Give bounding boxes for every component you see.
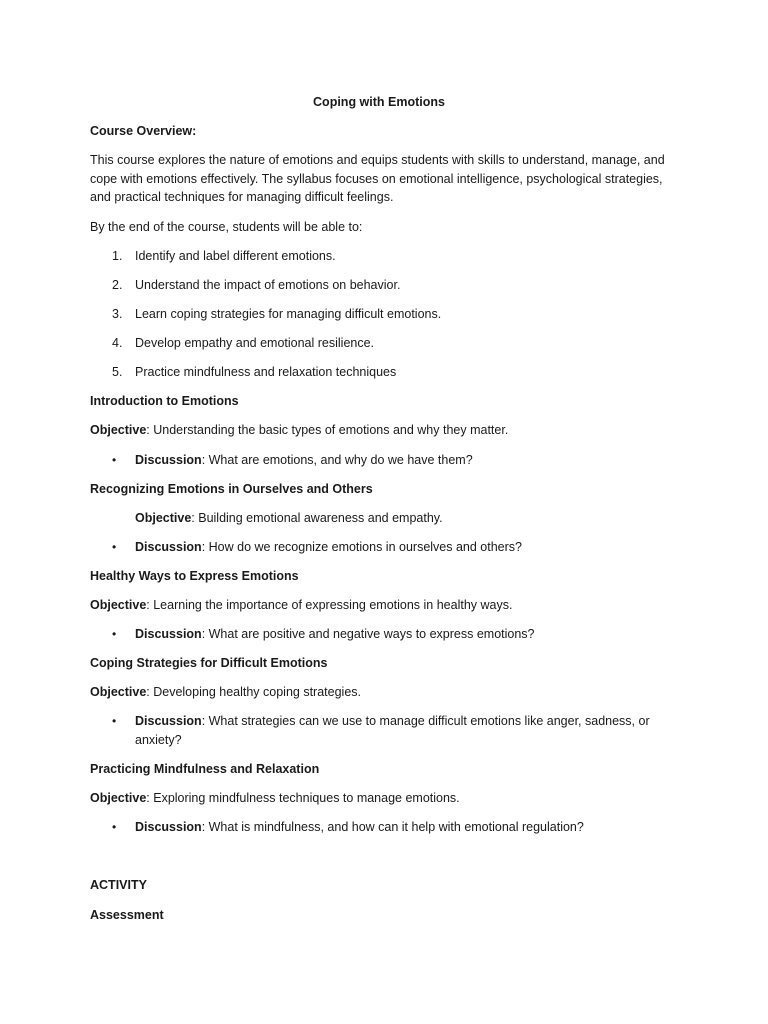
section-discussion-continued: anxiety? bbox=[135, 733, 182, 747]
discussion-text: : How do we recognize emotions in ourselves and others? bbox=[201, 540, 522, 554]
section-discussion bbox=[135, 713, 650, 731]
objective-text: : Learning the importance of expressing emotions in healthy ways. bbox=[146, 598, 513, 612]
overview-paragraph-line: and practical techniques for managing difficult feelings. bbox=[90, 190, 394, 204]
discussion-label: Discussion bbox=[135, 627, 202, 641]
section-discussion bbox=[135, 452, 473, 470]
section-heading: Coping Strategies for Difficult Emotions bbox=[90, 656, 328, 670]
objective-label: Objective bbox=[90, 423, 147, 437]
objective-text: : Exploring mindfulness techniques to manage emotions. bbox=[146, 791, 460, 805]
section-heading: Introduction to Emotions bbox=[90, 394, 239, 408]
bullet-icon: • bbox=[112, 714, 117, 728]
list-number: 2. bbox=[112, 278, 123, 292]
discussion-text: : What strategies can we use to manage difficult emotions like anger, sadness, or bbox=[201, 714, 650, 728]
section-objective bbox=[90, 790, 460, 808]
section-heading: Healthy Ways to Express Emotions bbox=[90, 569, 299, 583]
list-item-text: Identify and label different emotions. bbox=[135, 249, 336, 263]
bullet-icon: • bbox=[112, 627, 117, 641]
section-objective bbox=[90, 684, 361, 702]
bullet-icon: • bbox=[112, 540, 117, 554]
bullet-icon: • bbox=[112, 820, 117, 834]
discussion-label: Discussion bbox=[135, 540, 202, 554]
objective-text: : Understanding the basic types of emotions and why they matter. bbox=[146, 423, 509, 437]
list-item-text: Understand the impact of emotions on behavior. bbox=[135, 278, 401, 292]
list-item-text: Develop empathy and emotional resilience. bbox=[135, 336, 375, 350]
list-item-text: Learn coping strategies for managing difficult emotions. bbox=[135, 307, 442, 321]
overview-paragraph-line: cope with emotions effectively. The syllabus focuses on emotional intelligence, psychological strategies, bbox=[90, 172, 663, 186]
activity-heading: ACTIVITY bbox=[90, 878, 147, 892]
objective-label: Objective bbox=[90, 791, 147, 805]
discussion-text: : What are positive and negative ways to express emotions? bbox=[201, 627, 535, 641]
section-objective bbox=[135, 510, 443, 528]
objective-label: Objective bbox=[90, 598, 147, 612]
discussion-text: : What is mindfulness, and how can it help with emotional regulation? bbox=[201, 820, 584, 834]
objective-label: Objective bbox=[90, 685, 147, 699]
list-item-text: Practice mindfulness and relaxation techniques bbox=[135, 365, 397, 379]
discussion-text: : What are emotions, and why do we have them? bbox=[201, 453, 473, 467]
list-number: 3. bbox=[112, 307, 123, 321]
section-discussion bbox=[135, 819, 584, 837]
bullet-icon: • bbox=[112, 453, 117, 467]
document-title: Coping with Emotions bbox=[313, 95, 445, 109]
section-objective bbox=[90, 422, 508, 440]
section-heading: Practicing Mindfulness and Relaxation bbox=[90, 762, 320, 776]
objective-label: Objective bbox=[135, 511, 192, 525]
section-heading: Recognizing Emotions in Ourselves and Others bbox=[90, 482, 373, 496]
objective-text: : Building emotional awareness and empathy. bbox=[191, 511, 443, 525]
section-objective bbox=[90, 597, 512, 615]
list-number: 5. bbox=[112, 365, 123, 379]
outcomes-intro: By the end of the course, students will be able to: bbox=[90, 220, 363, 234]
discussion-label: Discussion bbox=[135, 820, 202, 834]
discussion-label: Discussion bbox=[135, 453, 202, 467]
list-number: 1. bbox=[112, 249, 123, 263]
overview-paragraph-line: This course explores the nature of emotions and equips students with skills to understand, manage, and bbox=[90, 153, 665, 167]
section-discussion bbox=[135, 626, 535, 644]
section-discussion bbox=[135, 539, 522, 557]
assessment-heading: Assessment bbox=[90, 908, 164, 922]
list-number: 4. bbox=[112, 336, 123, 350]
objective-text: : Developing healthy coping strategies. bbox=[146, 685, 361, 699]
discussion-label: Discussion bbox=[135, 714, 202, 728]
overview-heading: Course Overview: bbox=[90, 124, 197, 138]
